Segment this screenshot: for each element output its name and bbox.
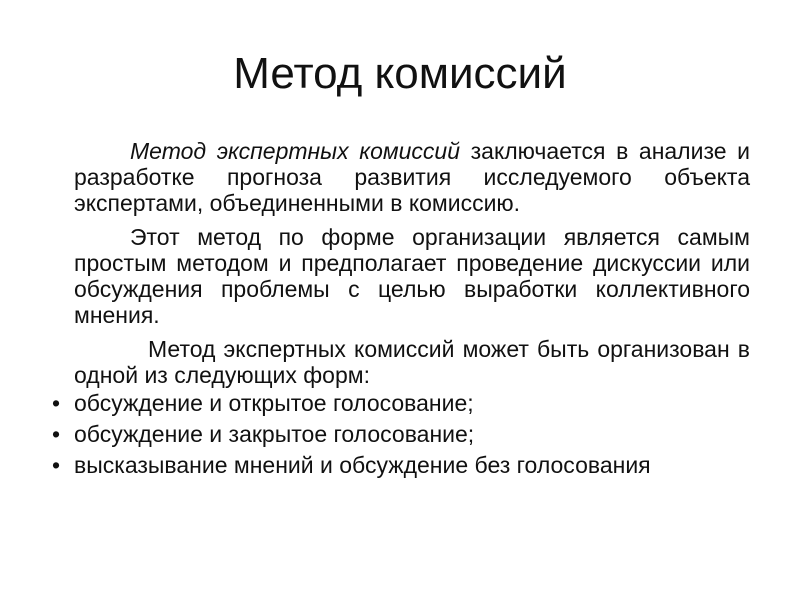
bullet-icon: •	[51, 421, 61, 447]
bullet-icon: •	[51, 452, 61, 478]
list-item-text: высказывание мнений и обсуждение без голосования	[74, 452, 651, 478]
forms-text: Метод экспертных комиссий может быть организован в одной из следующих форм:	[74, 336, 750, 388]
list-item	[51, 452, 750, 478]
forms-list	[51, 390, 750, 478]
paragraph-definition	[74, 138, 750, 216]
list-item-text: обсуждение и закрытое голосование;	[74, 421, 475, 447]
paragraph-forms	[74, 336, 750, 388]
list-item	[51, 421, 750, 447]
paragraph-organization	[74, 224, 750, 328]
slide-body	[51, 138, 750, 483]
organization-text: Этот метод по форме организации является самым простым методом и предполагает проведение дискуссии или обсуждения проблемы с целью выработки коллективного мнения.	[74, 224, 750, 328]
bullet-icon: •	[51, 390, 61, 416]
list-item	[51, 390, 750, 416]
definition-text: заключается в анализе и разработке прогноза развития исследуемого объекта экспертами, объединенными в комиссию.	[74, 138, 750, 216]
slide-title: Метод комиссий	[233, 49, 567, 98]
list-item-text: обсуждение и открытое голосование;	[74, 390, 474, 416]
term-emphasis: Метод экспертных комиссий	[130, 138, 460, 164]
